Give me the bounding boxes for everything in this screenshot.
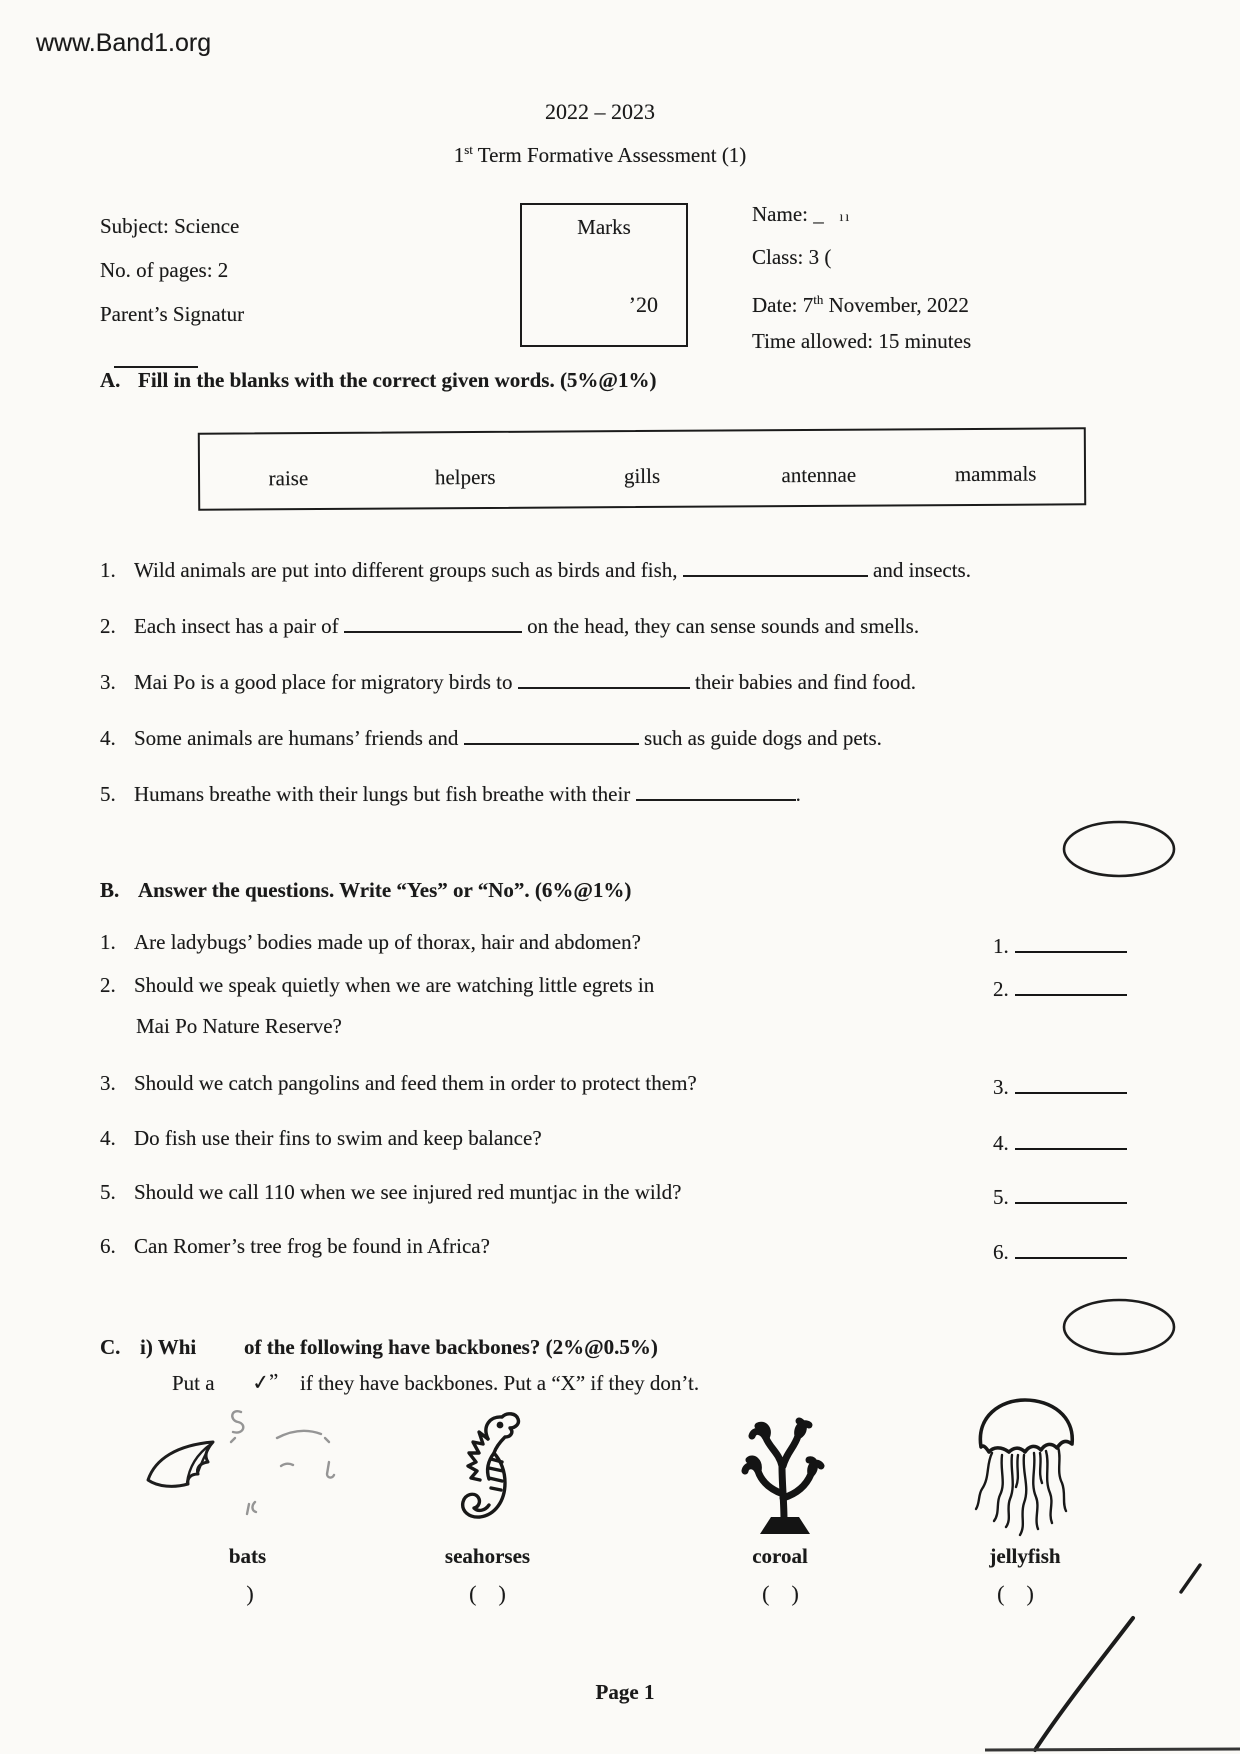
name-label: Name: _ [752,202,824,226]
answer-slot [993,1129,1127,1157]
term-title-rest: Term Formative Assessment (1) [472,143,747,167]
class-field: Class: 3 ( [752,245,832,269]
question-number: 6. [100,1234,116,1258]
question-row [100,1178,681,1206]
marks-box [520,203,688,347]
word-bank-word: helpers [434,464,496,490]
answer-number: 1. [993,934,1009,958]
question-text: Some animals are humans’ friends and [134,726,464,750]
word-bank-word: antennae [781,462,857,488]
question-text: Should we speak quietly when we are watching little egrets in [134,973,655,997]
answer-slot [993,975,1127,1003]
item-label-bats: bats [228,1544,267,1568]
question-text: Mai Po is a good place for migratory birds to [134,670,518,694]
section-a-letter: A. [100,368,121,392]
fill-in-blank [344,615,522,633]
answer-paren-jellyfish: ( ) [997,1581,1034,1606]
question-text: their babies and find food. [689,670,917,694]
answer-blank [1015,1184,1127,1204]
question-text: Do fish use their fins to swim and keep balance? [134,1126,542,1150]
question-number: 2. [100,973,116,997]
name-field [752,200,851,232]
answer-paren-coral: ( ) [762,1581,799,1606]
answer-blank [1015,1130,1127,1150]
jellyfish-icon [972,1394,1082,1544]
check-mark-glyph: ✓” [250,1368,281,1396]
question-row [100,928,641,956]
fill-in-blank [518,671,690,689]
date-ordinal: th [813,292,824,307]
section-c-heading-part2: of the following have backbones? (2%@0.5%) [244,1335,658,1359]
question-text-line2: Mai Po Nature Reserve? [136,1014,342,1038]
item-label-seahorses: seahorses [444,1544,531,1568]
answer-blank [1015,1074,1127,1094]
answer-slot [993,932,1127,960]
answer-number: 5. [993,1185,1009,1209]
answer-paren-seahorses: ( ) [469,1581,506,1606]
question-text: on the head, they can sense sounds and smells. [521,614,920,638]
teacher-oval-mark [1060,1296,1178,1358]
section-c-letter: C. [100,1335,121,1359]
fill-in-blank [636,783,796,801]
word-bank-word: mammals [954,461,1037,487]
question-number: 4. [100,726,116,750]
answer-paren-bats: ) [246,1581,254,1606]
question-text: . [795,782,801,806]
marks-total: ’20 [628,292,658,317]
question-row [100,1069,697,1097]
question-text: Can Romer’s tree frog be found in Africa? [134,1234,490,1258]
question-number: 5. [100,1180,116,1204]
question-row [100,668,916,696]
section-c-instruction-rest: if they have backbones. Put a “X” if they don’t. [300,1371,700,1395]
question-row [100,1232,490,1260]
question-text: Should we call 110 when we see injured red muntjac in the wild? [134,1180,682,1204]
section-a-heading: Fill in the blanks with the correct given words. (5%@1%) [138,368,657,392]
section-b-heading: Answer the questions. Write “Yes” or “No”. (6%@1%) [138,878,632,902]
faded-bat-body-marks [225,1398,355,1523]
assessment-title [370,136,830,169]
answer-blank [1015,933,1127,953]
date-rest: November, 2022 [823,293,969,317]
answer-slot [993,1238,1127,1266]
word-bank-word: gills [623,463,661,489]
date-field [752,286,969,319]
fill-in-blank [464,727,639,745]
section-c-heading-part1: i) Whi [140,1335,197,1359]
answer-number: 6. [993,1240,1009,1264]
question-row [100,724,882,752]
school-year-title: 2022 – 2023 [545,99,655,124]
question-row [100,780,801,808]
answer-number: 2. [993,977,1009,1001]
parent-signature-label: Parent’s Signatur [100,302,245,326]
question-number: 4. [100,1126,116,1150]
question-row [100,1124,542,1152]
answer-slot [993,1073,1127,1101]
teacher-oval-mark [1060,818,1178,880]
pages-label: No. of pages: 2 [100,258,229,282]
seahorse-icon [430,1404,526,1532]
item-label-jellyfish: jellyfish [989,1544,1061,1568]
question-number: 3. [100,1071,116,1095]
answer-blank [1015,1239,1127,1259]
question-text: Should we catch pangolins and feed them in order to protect them? [134,1071,697,1095]
question-number: 5. [100,782,116,806]
coral-icon [726,1398,840,1538]
page-number: Page 1 [595,1680,655,1704]
question-number: 3. [100,670,116,694]
word-bank-word: raise [268,466,309,491]
question-text: such as guide dogs and pets. [638,726,882,750]
question-number: 1. [100,558,116,582]
question-row [100,971,654,999]
question-row [100,556,971,584]
word-bank-box [198,427,1086,510]
time-allowed-field: Time allowed: 15 minutes [752,329,972,353]
question-row [100,612,919,640]
answer-number: 4. [993,1131,1009,1155]
item-label-coral: coroal [752,1544,808,1568]
date-prefix: Date: 7 [752,293,814,317]
answer-slot [993,1183,1127,1211]
stray-pen-marks: ıı [839,210,852,225]
subject-label: Subject: Science [100,214,240,238]
pen-stroke-marks [960,1540,1240,1754]
section-b-letter: B. [100,878,120,902]
question-text: Humans breathe with their lungs but fish breathe with their [134,782,636,806]
watermark-url: www.Band1.org [36,29,212,57]
question-text: Each insect has a pair of [134,614,344,638]
question-text: Wild animals are put into different groups such as birds and fish, [134,558,683,582]
section-c-instruction-pre: Put a [172,1371,215,1395]
question-number: 1. [100,930,116,954]
fill-in-blank [683,559,868,577]
term-ordinal: st [464,142,473,157]
term-number: 1 [453,143,465,167]
question-number: 2. [100,614,116,638]
marks-label: Marks [577,215,631,239]
question-text: Are ladybugs’ bodies made up of thorax, hair and abdomen? [134,930,641,954]
answer-number: 3. [993,1075,1009,1099]
bat-wing-icon [145,1436,221,1494]
answer-blank [1015,976,1127,996]
question-text: and insects. [867,558,971,582]
